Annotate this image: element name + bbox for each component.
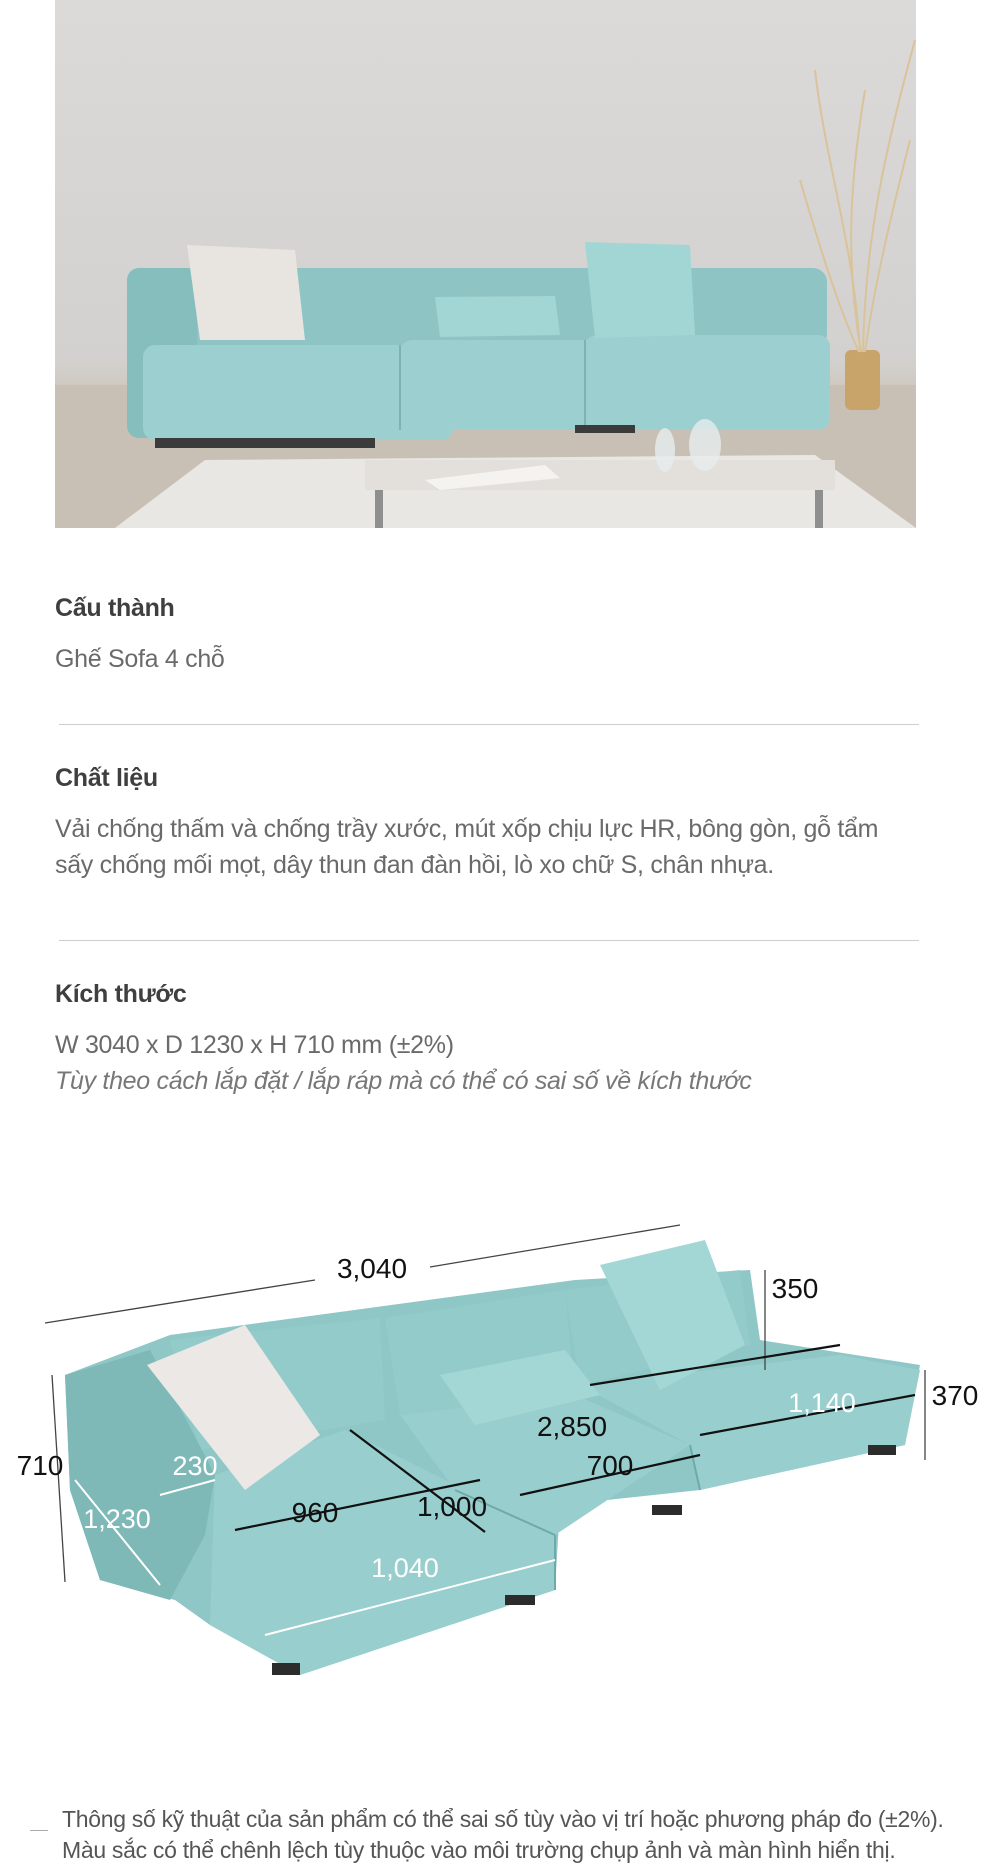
divider: [59, 724, 919, 725]
section-note: Tùy theo cách lắp đặt / lắp ráp mà có thể có sai số về kích thước: [55, 1067, 752, 1095]
section-composition: [55, 594, 935, 677]
section-text: W 3040 x D 1230 x H 710 mm (±2%): [55, 1031, 454, 1059]
dim-total-width: 3,040: [336, 1253, 408, 1284]
dimension-diagram: [0, 1190, 1000, 1710]
dim-depth: 1,230: [83, 1504, 151, 1534]
footer-line: Thông số kỹ thuật của sản phẩm có thể sai số tùy vào vị trí hoặc phương pháp đo (±2%).: [62, 1806, 944, 1832]
section-title: Cấu thành: [55, 594, 175, 622]
dim-arm-width: 230: [172, 1451, 218, 1481]
section-material: [55, 764, 935, 883]
dim-chaise-width: 1,040: [371, 1553, 439, 1583]
dim-seat-depth: 700: [586, 1450, 634, 1481]
section-text-line: sấy chống mối mọt, dây thun đan đàn hồi, lò xo chữ S, chân nhựa.: [55, 851, 774, 879]
hero-sofa-photo: [55, 0, 916, 528]
dim-overall-height: 710: [16, 1450, 64, 1481]
section-title: Chất liệu: [55, 764, 158, 792]
sofa-dimension-illustration: [0, 1190, 1000, 1710]
dim-inner-width: 2,850: [536, 1411, 608, 1442]
sofa-photo-illustration: [55, 0, 916, 528]
footer-line: Màu sắc có thể chênh lệch tùy thuộc vào môi trường chụp ảnh và màn hình hiển thị.: [62, 1837, 896, 1863]
dim-side-module-width: 1,140: [788, 1388, 856, 1418]
section-title: Kích thước: [55, 980, 187, 1008]
dim-chaise-depth: 1,000: [416, 1491, 488, 1522]
section-text: Ghế Sofa 4 chỗ: [55, 645, 225, 673]
dim-module-width: 960: [291, 1497, 339, 1528]
footer-dash: [30, 1830, 48, 1831]
dim-back-cushion-height: 350: [771, 1273, 819, 1304]
section-dimensions: [55, 980, 935, 1099]
section-text-line: Vải chống thấm và chống trầy xước, mút xốp chịu lực HR, bông gòn, gỗ tẩm: [55, 815, 879, 843]
divider: [59, 940, 919, 941]
dim-seat-height: 370: [931, 1380, 979, 1411]
